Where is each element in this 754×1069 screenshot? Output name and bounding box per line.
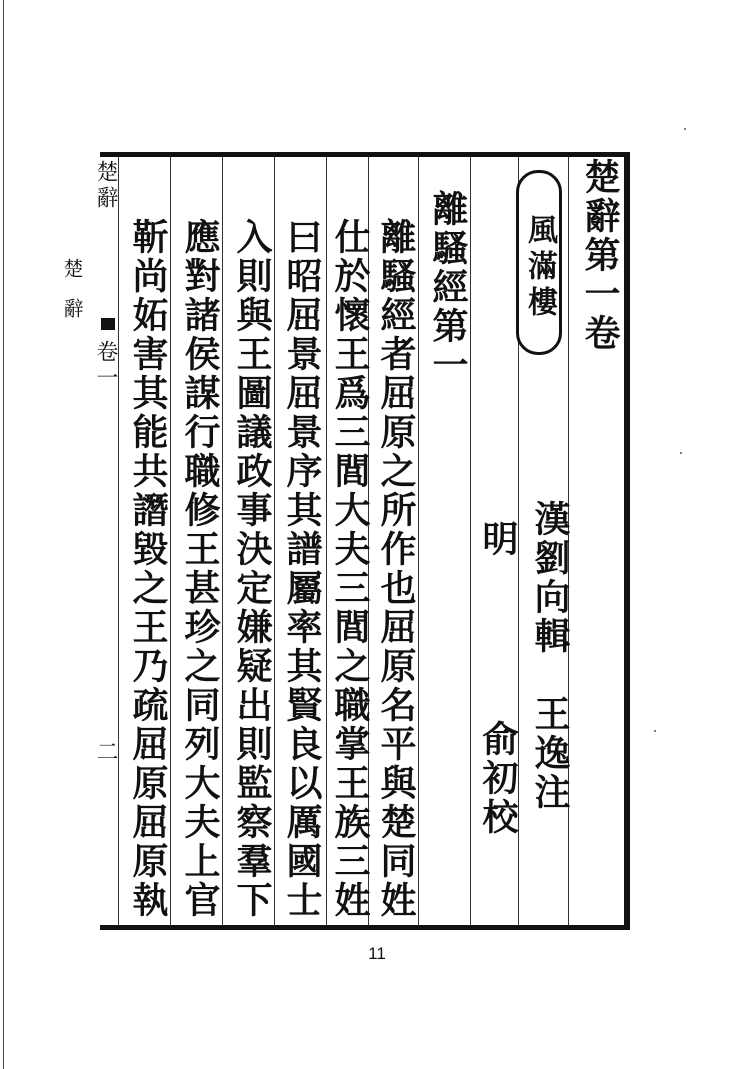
column-rule xyxy=(118,157,119,925)
page-edge-rule xyxy=(3,0,4,1069)
seal-stamp: 風滿樓 xyxy=(516,170,562,355)
compiler-line: 漢劉向輯 王逸注 xyxy=(529,500,571,812)
body-column-2: 仕於懷王爲三閭大夫三閭之職掌王族三姓 xyxy=(329,218,371,920)
paper-speck xyxy=(680,452,682,454)
chapter-title: 離騷經第一 xyxy=(427,190,469,385)
proofreader-line: 俞初校 xyxy=(477,720,519,837)
book-title: 楚辭第一卷 xyxy=(579,158,621,353)
body-column-6: 靳尚妬害其能共譖毀之王乃疏屈原屈原執 xyxy=(127,218,169,920)
page-number: 11 xyxy=(368,944,386,963)
proofreader-dynasty: 明 xyxy=(477,520,519,559)
margin-volume-label: 卷一 xyxy=(93,340,118,392)
outer-running-title: 楚辭 xyxy=(60,258,84,338)
margin-leaf-number: 二 xyxy=(93,740,118,766)
body-column-5: 應對諸侯謀行職修王甚珍之同列大夫上官 xyxy=(179,218,221,920)
frame-top-border xyxy=(100,152,630,157)
frame-right-border xyxy=(624,152,630,930)
body-column-1: 離騷經者屈原之所作也屈原名平與楚同姓 xyxy=(375,218,417,920)
body-column-4: 入則與王圖議政事決定嫌疑出則監察羣下 xyxy=(231,218,273,920)
body-column-3: 曰昭屈景屈景序其譜屬率其賢良以厲國士 xyxy=(281,218,323,920)
fishtail-mark xyxy=(101,318,115,330)
paper-speck xyxy=(684,128,686,130)
margin-book-title: 楚辭 xyxy=(93,160,118,212)
paper-speck xyxy=(654,730,656,732)
frame-bottom-border xyxy=(100,925,630,930)
